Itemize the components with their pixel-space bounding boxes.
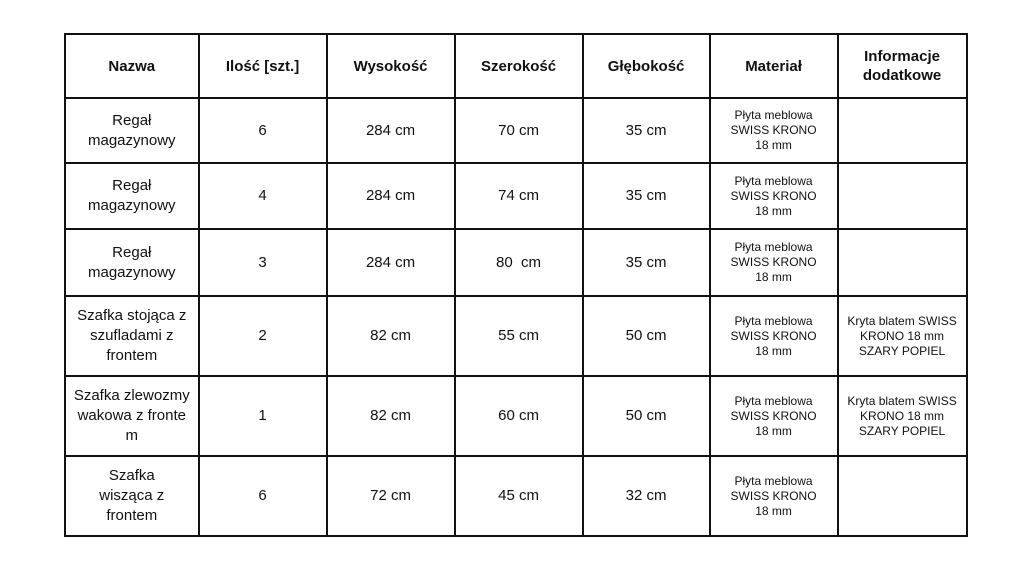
- cell-additional-info: Kryta blatem SWISS KRONO 18 mm SZARY POPIEL: [838, 376, 967, 456]
- column-header-depth: Głębokość: [583, 34, 710, 98]
- column-header-material: Materiał: [710, 34, 838, 98]
- table-header-row: [65, 34, 967, 98]
- cell-name: Szafka wisząca z frontem: [65, 456, 199, 536]
- cell-depth: 35 cm: [583, 229, 710, 296]
- table-row: [65, 376, 967, 456]
- cell-height: 284 cm: [327, 163, 455, 229]
- cell-quantity: 6: [199, 98, 327, 163]
- cell-depth: 35 cm: [583, 98, 710, 163]
- cell-depth: 32 cm: [583, 456, 710, 536]
- table-row: [65, 98, 967, 163]
- cell-name: Regał magazynowy: [65, 163, 199, 229]
- cell-width: 80 cm: [455, 229, 583, 296]
- column-header-additional-info: Informacje dodatkowe: [838, 34, 967, 98]
- cell-depth: 50 cm: [583, 296, 710, 376]
- table-row: [65, 296, 967, 376]
- cell-material: Płyta meblowa SWISS KRONO 18 mm: [710, 456, 838, 536]
- column-header-width: Szerokość: [455, 34, 583, 98]
- cell-height: 284 cm: [327, 229, 455, 296]
- cell-height: 72 cm: [327, 456, 455, 536]
- cell-additional-info: [838, 229, 967, 296]
- cell-height: 82 cm: [327, 296, 455, 376]
- cell-width: 60 cm: [455, 376, 583, 456]
- cell-name: Szafka stojąca z szufladami z frontem: [65, 296, 199, 376]
- cell-material: Płyta meblowa SWISS KRONO 18 mm: [710, 296, 838, 376]
- cell-depth: 35 cm: [583, 163, 710, 229]
- column-header-quantity: Ilość [szt.]: [199, 34, 327, 98]
- cell-quantity: 3: [199, 229, 327, 296]
- table-row: [65, 229, 967, 296]
- cell-quantity: 2: [199, 296, 327, 376]
- cell-additional-info: Kryta blatem SWISS KRONO 18 mm SZARY POPIEL: [838, 296, 967, 376]
- cell-material: Płyta meblowa SWISS KRONO 18 mm: [710, 163, 838, 229]
- cell-width: 45 cm: [455, 456, 583, 536]
- cell-quantity: 4: [199, 163, 327, 229]
- cell-width: 74 cm: [455, 163, 583, 229]
- column-header-name: Nazwa: [65, 34, 199, 98]
- cell-depth: 50 cm: [583, 376, 710, 456]
- cell-width: 55 cm: [455, 296, 583, 376]
- cell-name: Regał magazynowy: [65, 98, 199, 163]
- cell-material: Płyta meblowa SWISS KRONO 18 mm: [710, 376, 838, 456]
- cell-name: Regał magazynowy: [65, 229, 199, 296]
- cell-quantity: 6: [199, 456, 327, 536]
- cell-additional-info: [838, 163, 967, 229]
- table-row: [65, 163, 967, 229]
- furniture-spec-table: [64, 33, 968, 537]
- cell-quantity: 1: [199, 376, 327, 456]
- cell-material: Płyta meblowa SWISS KRONO 18 mm: [710, 229, 838, 296]
- cell-height: 82 cm: [327, 376, 455, 456]
- cell-additional-info: [838, 456, 967, 536]
- cell-height: 284 cm: [327, 98, 455, 163]
- cell-width: 70 cm: [455, 98, 583, 163]
- cell-additional-info: [838, 98, 967, 163]
- column-header-height: Wysokość: [327, 34, 455, 98]
- cell-material: Płyta meblowa SWISS KRONO 18 mm: [710, 98, 838, 163]
- cell-name: Szafka zlewozmywakowa z frontem: [65, 376, 199, 456]
- table-row: [65, 456, 967, 536]
